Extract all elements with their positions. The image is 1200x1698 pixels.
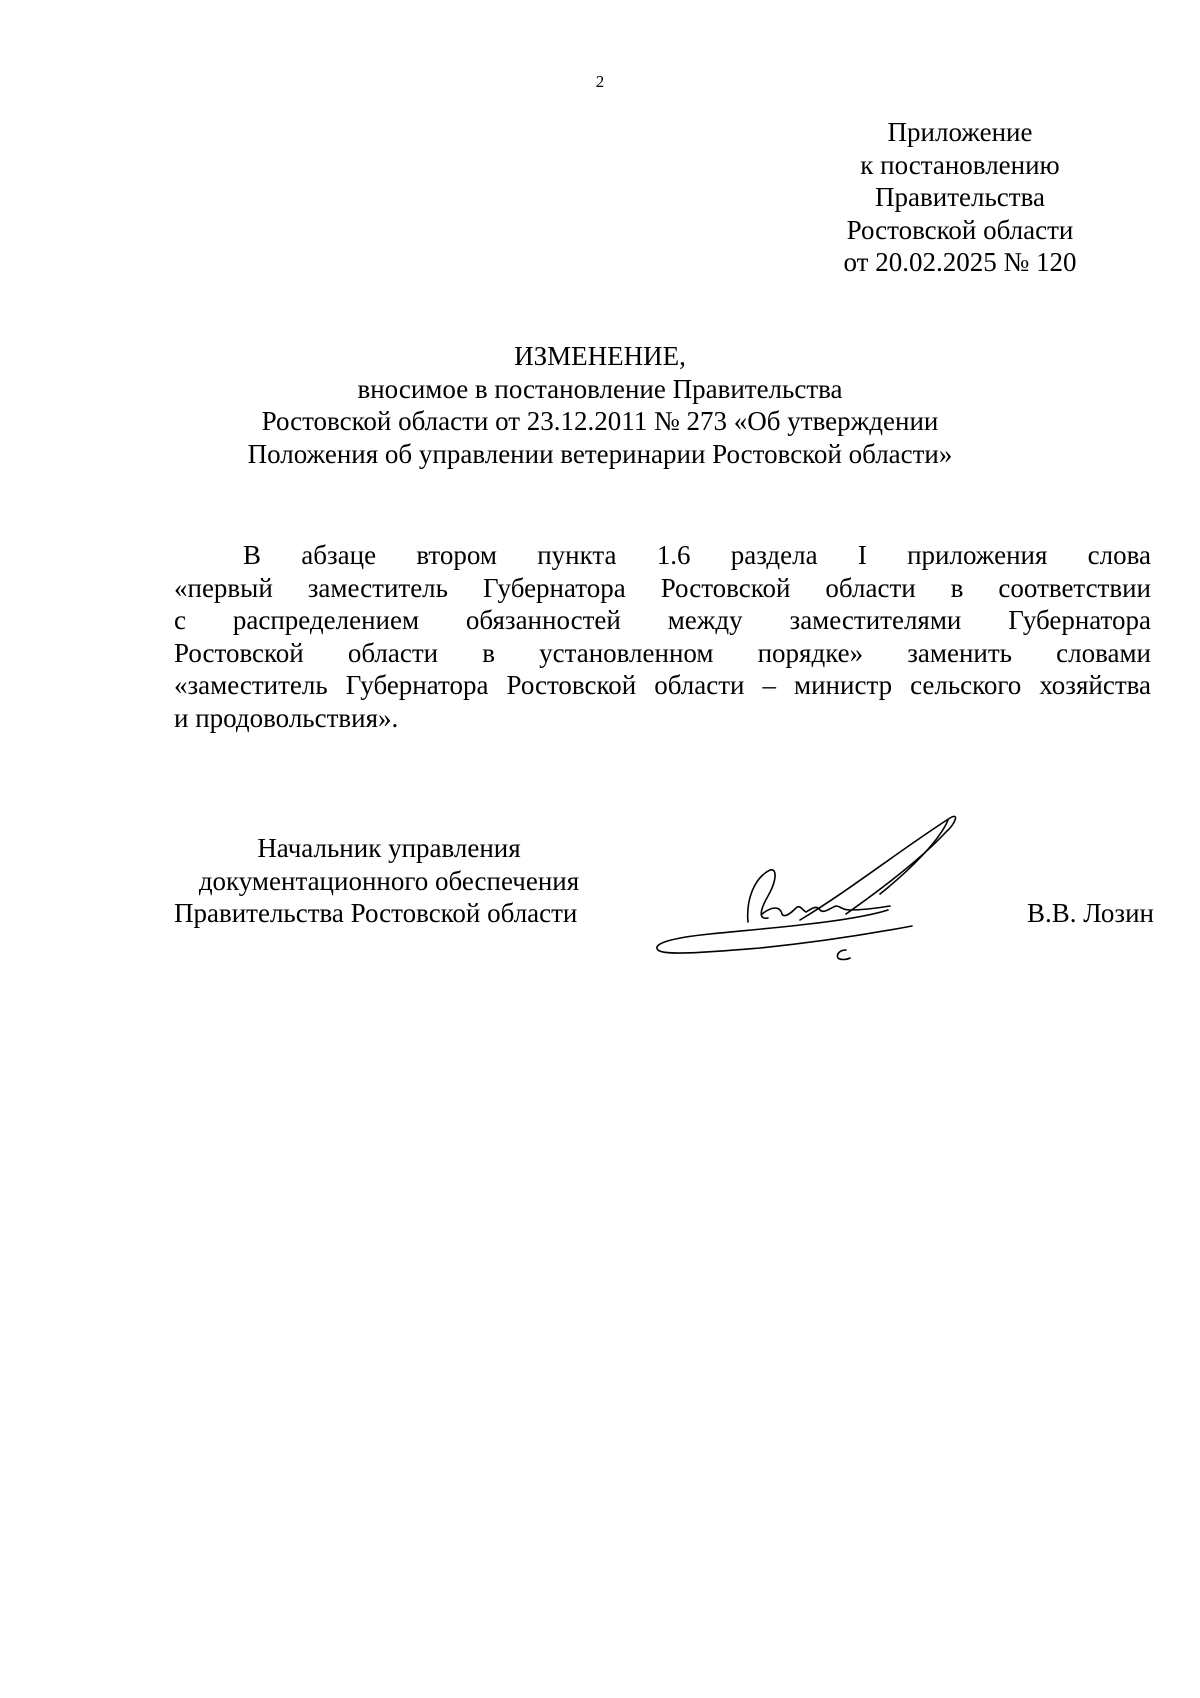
signer-position: [174, 832, 604, 930]
paragraph-line: В абзаце втором пункта 1.6 раздела I приложения слова: [243, 540, 1151, 570]
handwritten-signature: [650, 810, 990, 970]
title-line: Положения об управлении ветеринарии Ростовской области»: [247, 438, 953, 469]
signer-position-line: Правительства Ростовской области: [174, 898, 578, 928]
signer-position-line: Начальник управления: [257, 833, 521, 863]
appendix-line: Правительства: [875, 182, 1045, 212]
paragraph-line: «первый заместитель Губернатора Ростовской области в соответствии: [174, 572, 1151, 603]
title-heading: ИЗМЕНЕНИЕ,: [514, 341, 686, 371]
appendix-line: к постановлению: [860, 149, 1060, 180]
appendix-block: [840, 116, 1080, 279]
signer-position-line: документационного обеспечения: [198, 865, 580, 896]
appendix-line: Ростовской области: [846, 214, 1074, 245]
document-title: [0, 340, 1200, 470]
title-line: вносимое в постановление Правительства: [357, 373, 843, 404]
appendix-date-number: от 20.02.2025 № 120: [843, 247, 1077, 277]
appendix-line: Приложение: [887, 117, 1033, 147]
paragraph-line: Ростовской области в установленном порядке» заменить словами: [174, 637, 1151, 668]
title-line: Ростовской области от 23.12.2011 № 273 «Об утверждении: [261, 406, 939, 436]
page-number: 2: [595, 72, 605, 91]
paragraph-line: «заместитель Губернатора Ростовской области – министр сельского хозяйства: [174, 670, 1151, 701]
amendment-paragraph: [174, 539, 1151, 735]
signer-name: В.В. Лозин: [1027, 898, 1154, 928]
paragraph-line: с распределением обязанностей между заместителями Губернатора: [174, 605, 1151, 636]
paragraph-line: и продовольствия».: [174, 702, 399, 733]
